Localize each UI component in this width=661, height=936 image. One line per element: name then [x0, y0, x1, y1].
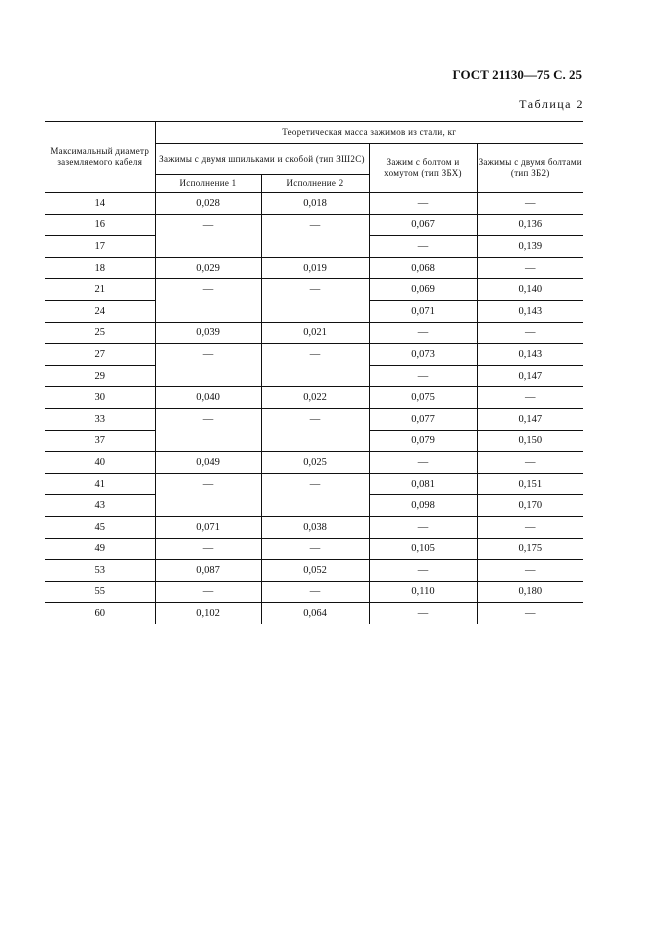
cell-diameter: 41 [45, 473, 155, 495]
table-row [45, 408, 583, 430]
table-row [45, 365, 583, 387]
table-row [45, 322, 583, 344]
cell-variant-1 [155, 236, 261, 258]
cell-variant-1 [155, 495, 261, 517]
cell-variant-1: — [155, 581, 261, 603]
cell-diameter: 25 [45, 322, 155, 344]
cell-variant-2: 0,018 [261, 193, 369, 215]
table-row [45, 473, 583, 495]
cell-zb2: — [477, 387, 583, 409]
cell-zb2: 0,150 [477, 430, 583, 452]
table-row [45, 257, 583, 279]
cell-variant-2: — [261, 344, 369, 366]
cell-variant-2: — [261, 473, 369, 495]
cell-variant-1: — [155, 473, 261, 495]
cell-zb2: 0,143 [477, 300, 583, 322]
cell-zb2: 0,180 [477, 581, 583, 603]
cell-zb2: — [477, 193, 583, 215]
cell-diameter: 16 [45, 214, 155, 236]
cell-variant-2: — [261, 408, 369, 430]
cell-zb2: — [477, 257, 583, 279]
table-row [45, 538, 583, 560]
cell-zbh: — [369, 452, 477, 474]
cell-variant-1: 0,040 [155, 387, 261, 409]
cell-diameter: 43 [45, 495, 155, 517]
cell-variant-1: — [155, 214, 261, 236]
cell-zb2: — [477, 452, 583, 474]
cell-variant-2: 0,038 [261, 516, 369, 538]
table-row [45, 452, 583, 474]
cell-zb2: 0,139 [477, 236, 583, 258]
table-row [45, 214, 583, 236]
header-zb2: Зажимы с двумя болтами (тип ЗБ2) [478, 157, 582, 178]
cell-zbh: 0,068 [369, 257, 477, 279]
cell-variant-1: — [155, 344, 261, 366]
table-row [45, 430, 583, 452]
cell-diameter: 27 [45, 344, 155, 366]
cell-zbh: 0,073 [369, 344, 477, 366]
cell-zbh: — [369, 193, 477, 215]
cell-zb2: — [477, 603, 583, 624]
cell-variant-2 [261, 430, 369, 452]
cell-diameter: 37 [45, 430, 155, 452]
cell-variant-1: — [155, 279, 261, 301]
cell-diameter: 24 [45, 300, 155, 322]
table-body [45, 193, 583, 624]
table-row [45, 495, 583, 517]
header-variant-1: Исполнение 1 [155, 175, 261, 193]
cell-diameter: 29 [45, 365, 155, 387]
cell-zbh: 0,079 [369, 430, 477, 452]
cell-diameter: 18 [45, 257, 155, 279]
cell-zb2: 0,170 [477, 495, 583, 517]
cell-zbh: — [369, 560, 477, 582]
cell-variant-1 [155, 300, 261, 322]
cell-diameter: 30 [45, 387, 155, 409]
cell-zbh: 0,098 [369, 495, 477, 517]
cell-diameter: 53 [45, 560, 155, 582]
cell-variant-1: 0,049 [155, 452, 261, 474]
cell-zbh: 0,075 [369, 387, 477, 409]
cell-zb2: — [477, 560, 583, 582]
cell-variant-2 [261, 495, 369, 517]
header-variant-2: Исполнение 2 [261, 175, 369, 193]
cell-variant-1: 0,102 [155, 603, 261, 624]
cell-variant-2 [261, 300, 369, 322]
table-row [45, 344, 583, 366]
cell-variant-2 [261, 365, 369, 387]
cell-variant-1: 0,028 [155, 193, 261, 215]
cell-zbh: — [369, 365, 477, 387]
cell-zb2: 0,140 [477, 279, 583, 301]
cell-diameter: 33 [45, 408, 155, 430]
table-row [45, 236, 583, 258]
cell-diameter: 21 [45, 279, 155, 301]
cell-diameter: 14 [45, 193, 155, 215]
header-zsh2s: Зажимы с двумя шпильками и скобой (тип ЗШ2С) [155, 144, 369, 175]
cell-zb2: — [477, 322, 583, 344]
cell-zbh: — [369, 603, 477, 624]
cell-zbh: 0,081 [369, 473, 477, 495]
cell-zbh: 0,067 [369, 214, 477, 236]
mass-table [45, 121, 583, 624]
cell-variant-1: 0,029 [155, 257, 261, 279]
cell-variant-2: — [261, 214, 369, 236]
cell-zb2: 0,151 [477, 473, 583, 495]
cell-variant-1: 0,087 [155, 560, 261, 582]
cell-zbh: 0,110 [369, 581, 477, 603]
cell-zbh: 0,105 [369, 538, 477, 560]
table-row [45, 387, 583, 409]
cell-variant-2: — [261, 279, 369, 301]
cell-variant-2: 0,022 [261, 387, 369, 409]
table-row [45, 516, 583, 538]
cell-zbh: 0,071 [369, 300, 477, 322]
header-mass-group: Теоретическая масса зажимов из стали, кг [155, 122, 583, 144]
cell-variant-2: 0,064 [261, 603, 369, 624]
page-header: ГОСТ 21130—75 С. 25 [452, 67, 582, 82]
cell-zb2: 0,143 [477, 344, 583, 366]
cell-variant-2: 0,052 [261, 560, 369, 582]
cell-diameter: 55 [45, 581, 155, 603]
cell-variant-2: 0,021 [261, 322, 369, 344]
cell-variant-1: 0,039 [155, 322, 261, 344]
cell-zbh: 0,077 [369, 408, 477, 430]
cell-variant-1: — [155, 538, 261, 560]
cell-zbh: — [369, 516, 477, 538]
cell-variant-2: — [261, 538, 369, 560]
cell-zb2: — [477, 516, 583, 538]
cell-variant-1 [155, 430, 261, 452]
cell-diameter: 45 [45, 516, 155, 538]
table-row [45, 300, 583, 322]
table-row [45, 279, 583, 301]
header-zbh: Зажим с болтом и хомутом (тип ЗБХ) [369, 144, 477, 193]
cell-variant-2: 0,019 [261, 257, 369, 279]
cell-variant-2: — [261, 581, 369, 603]
cell-zb2: 0,175 [477, 538, 583, 560]
cell-variant-2 [261, 236, 369, 258]
cell-diameter: 60 [45, 603, 155, 624]
table-header [45, 122, 583, 193]
cell-variant-1 [155, 365, 261, 387]
cell-variant-1: 0,071 [155, 516, 261, 538]
cell-diameter: 17 [45, 236, 155, 258]
table-row [45, 193, 583, 215]
cell-zbh: 0,069 [369, 279, 477, 301]
cell-zb2: 0,136 [477, 214, 583, 236]
table-row [45, 603, 583, 624]
cell-variant-2: 0,025 [261, 452, 369, 474]
table-row [45, 560, 583, 582]
table-row [45, 581, 583, 603]
cell-zbh: — [369, 236, 477, 258]
cell-zb2: 0,147 [477, 365, 583, 387]
cell-zbh: — [369, 322, 477, 344]
header-diameter: Максимальный диаметр заземляемого кабеля [45, 122, 155, 193]
cell-zb2: 0,147 [477, 408, 583, 430]
cell-variant-1: — [155, 408, 261, 430]
cell-diameter: 40 [45, 452, 155, 474]
cell-diameter: 49 [45, 538, 155, 560]
table-caption: Таблица 2 [519, 97, 584, 111]
